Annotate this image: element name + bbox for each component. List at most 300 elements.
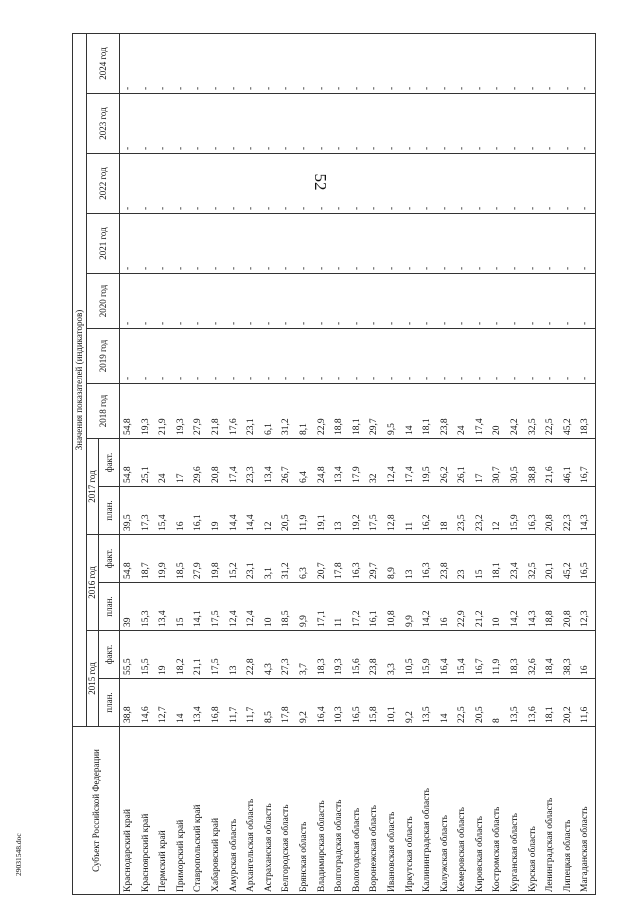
value-cell: 17 xyxy=(173,439,191,487)
value-cell: 19,3 xyxy=(138,384,156,439)
value-cell: - xyxy=(314,329,332,384)
value-cell: 13,4 xyxy=(331,439,349,487)
value-cell: 13,6 xyxy=(525,679,543,727)
value-cell: 16 xyxy=(173,487,191,535)
value-cell: 3,7 xyxy=(296,631,314,679)
value-cell: - xyxy=(261,274,279,329)
value-cell: 10,8 xyxy=(384,583,402,631)
value-cell: - xyxy=(560,94,578,154)
table-row xyxy=(384,34,402,895)
value-cell: - xyxy=(296,94,314,154)
subject-name-cell: Красноярский край xyxy=(138,727,156,895)
value-cell: - xyxy=(472,329,490,384)
subject-name-cell: Курская область xyxy=(525,727,543,895)
value-cell: 38,8 xyxy=(525,439,543,487)
subject-name-cell: Ленинградская область xyxy=(542,727,560,895)
value-cell: 19 xyxy=(208,487,226,535)
value-cell: 3,3 xyxy=(384,631,402,679)
value-cell: 23,1 xyxy=(243,384,261,439)
value-cell: - xyxy=(366,34,384,94)
value-cell: - xyxy=(190,34,208,94)
value-cell: - xyxy=(419,214,437,274)
value-cell: 15,6 xyxy=(349,631,367,679)
value-cell: 12,4 xyxy=(226,583,244,631)
value-cell: 13 xyxy=(331,487,349,535)
value-cell: 24,2 xyxy=(507,384,525,439)
value-cell: 19,8 xyxy=(208,535,226,583)
value-cell: 27,9 xyxy=(190,535,208,583)
value-cell: - xyxy=(314,214,332,274)
value-cell: 14,2 xyxy=(507,583,525,631)
values-header: Значения показателей (индикаторов) xyxy=(73,34,87,727)
value-cell: 17,8 xyxy=(278,679,296,727)
value-cell: 11,7 xyxy=(226,679,244,727)
value-cell: 11,7 xyxy=(243,679,261,727)
value-cell: - xyxy=(402,214,420,274)
value-cell: 31,2 xyxy=(278,384,296,439)
value-cell: 8 xyxy=(489,679,507,727)
value-cell: - xyxy=(349,214,367,274)
subject-name-cell: Амурская область xyxy=(226,727,244,895)
rotated-table-container xyxy=(72,35,632,895)
value-cell: 14,3 xyxy=(525,583,543,631)
value-cell: 17 xyxy=(472,439,490,487)
value-cell: - xyxy=(173,329,191,384)
year-2017-header: 2017 год xyxy=(87,439,99,535)
value-cell: - xyxy=(489,274,507,329)
year-2022-header: 2022 год xyxy=(87,154,120,214)
value-cell: 15,4 xyxy=(155,487,173,535)
value-cell: 3,1 xyxy=(261,535,279,583)
table-row xyxy=(120,34,138,895)
subject-name-cell: Архангельская область xyxy=(243,727,261,895)
value-cell: - xyxy=(489,329,507,384)
value-cell: - xyxy=(577,94,595,154)
value-cell: 23,4 xyxy=(507,535,525,583)
value-cell: 22,5 xyxy=(542,384,560,439)
value-cell: 29,7 xyxy=(366,384,384,439)
table-row xyxy=(243,34,261,895)
value-cell: 38,3 xyxy=(560,631,578,679)
value-cell: 12,7 xyxy=(155,679,173,727)
value-cell: 18,5 xyxy=(173,535,191,583)
value-cell: - xyxy=(419,154,437,214)
value-cell: 22,9 xyxy=(454,583,472,631)
year-2016-header: 2016 год xyxy=(87,535,99,631)
value-cell: 6,1 xyxy=(261,384,279,439)
value-cell: 17,1 xyxy=(314,583,332,631)
value-cell: 9,9 xyxy=(402,583,420,631)
value-cell: 16,3 xyxy=(349,535,367,583)
value-cell: - xyxy=(525,274,543,329)
page-number: 52 xyxy=(311,173,330,191)
value-cell: 45,2 xyxy=(560,384,578,439)
table-row xyxy=(173,34,191,895)
value-cell: - xyxy=(331,214,349,274)
value-cell: 14 xyxy=(402,384,420,439)
value-cell: - xyxy=(577,34,595,94)
value-cell: 13 xyxy=(226,631,244,679)
value-cell: - xyxy=(278,34,296,94)
table-body xyxy=(120,34,596,895)
value-cell: - xyxy=(120,329,138,384)
subject-name-cell: Воронежская область xyxy=(366,727,384,895)
value-cell: 17,9 xyxy=(349,439,367,487)
value-cell: 12,4 xyxy=(243,583,261,631)
value-cell: - xyxy=(138,329,156,384)
value-cell: - xyxy=(489,94,507,154)
value-cell: - xyxy=(173,154,191,214)
value-cell: - xyxy=(314,274,332,329)
value-cell: - xyxy=(384,274,402,329)
value-cell: - xyxy=(226,274,244,329)
value-cell: - xyxy=(278,154,296,214)
value-cell: 54,8 xyxy=(120,384,138,439)
value-cell: 12 xyxy=(261,487,279,535)
value-cell: - xyxy=(384,154,402,214)
value-cell: - xyxy=(208,274,226,329)
value-cell: - xyxy=(454,34,472,94)
value-cell: 13,4 xyxy=(190,679,208,727)
value-cell: 32,5 xyxy=(525,384,543,439)
value-cell: - xyxy=(437,274,455,329)
table-row xyxy=(138,34,156,895)
value-cell: - xyxy=(472,154,490,214)
value-cell: 21,8 xyxy=(208,384,226,439)
value-cell: - xyxy=(560,329,578,384)
table-row xyxy=(525,34,543,895)
table-row xyxy=(296,34,314,895)
value-cell: - xyxy=(278,214,296,274)
value-cell: 13,5 xyxy=(507,679,525,727)
table-row xyxy=(437,34,455,895)
value-cell: 17,6 xyxy=(226,384,244,439)
value-cell: 29,6 xyxy=(190,439,208,487)
value-cell: 20,8 xyxy=(560,583,578,631)
table-row xyxy=(314,34,332,895)
value-cell: 22,5 xyxy=(454,679,472,727)
value-cell: 15,2 xyxy=(226,535,244,583)
value-cell: - xyxy=(577,274,595,329)
value-cell: - xyxy=(243,154,261,214)
subject-name-cell: Белгородская область xyxy=(278,727,296,895)
value-cell: 24,8 xyxy=(314,439,332,487)
table-row xyxy=(507,34,525,895)
subject-name-cell: Иркутская область xyxy=(402,727,420,895)
value-cell: - xyxy=(243,214,261,274)
value-cell: - xyxy=(437,34,455,94)
value-cell: 26,2 xyxy=(437,439,455,487)
value-cell: 22,8 xyxy=(243,631,261,679)
table-row xyxy=(278,34,296,895)
value-cell: - xyxy=(402,274,420,329)
value-cell: - xyxy=(155,94,173,154)
value-cell: - xyxy=(437,329,455,384)
subject-name-cell: Калужская область xyxy=(437,727,455,895)
table-row xyxy=(331,34,349,895)
value-cell: 27,9 xyxy=(190,384,208,439)
value-cell: 11,9 xyxy=(296,487,314,535)
table-row xyxy=(542,34,560,895)
year-2020-header: 2020 год xyxy=(87,274,120,329)
value-cell: 16 xyxy=(577,631,595,679)
value-cell: - xyxy=(208,329,226,384)
value-cell: - xyxy=(402,94,420,154)
value-cell: - xyxy=(349,34,367,94)
value-cell: 15,3 xyxy=(138,583,156,631)
value-cell: - xyxy=(155,154,173,214)
value-cell: - xyxy=(454,154,472,214)
value-cell: 19,3 xyxy=(173,384,191,439)
value-cell: - xyxy=(542,94,560,154)
value-cell: 23,1 xyxy=(243,535,261,583)
table-row xyxy=(155,34,173,895)
value-cell: - xyxy=(402,154,420,214)
value-cell: 18 xyxy=(437,487,455,535)
value-cell: - xyxy=(472,214,490,274)
value-cell: - xyxy=(226,329,244,384)
value-cell: 32 xyxy=(366,439,384,487)
value-cell: 24 xyxy=(155,439,173,487)
indicators-table xyxy=(72,33,596,895)
value-cell: - xyxy=(437,214,455,274)
value-cell: 9,2 xyxy=(296,679,314,727)
table-row xyxy=(454,34,472,895)
value-cell: - xyxy=(296,214,314,274)
value-cell: - xyxy=(226,214,244,274)
value-cell: 10 xyxy=(489,583,507,631)
value-cell: 19,2 xyxy=(349,487,367,535)
value-cell: 15,9 xyxy=(507,487,525,535)
value-cell: 6,3 xyxy=(296,535,314,583)
value-cell: - xyxy=(366,329,384,384)
value-cell: 13 xyxy=(402,535,420,583)
value-cell: - xyxy=(314,154,332,214)
value-cell: - xyxy=(208,94,226,154)
table-row xyxy=(560,34,578,895)
value-cell: 20,5 xyxy=(278,487,296,535)
value-cell: 23,5 xyxy=(454,487,472,535)
value-cell: 18,3 xyxy=(577,384,595,439)
value-cell: 13,5 xyxy=(419,679,437,727)
value-cell: 10,5 xyxy=(402,631,420,679)
value-cell: 11,6 xyxy=(577,679,595,727)
value-cell: - xyxy=(190,329,208,384)
value-cell: 24 xyxy=(454,384,472,439)
value-cell: 18,8 xyxy=(331,384,349,439)
value-cell: - xyxy=(454,274,472,329)
value-cell: 20,2 xyxy=(560,679,578,727)
value-cell: - xyxy=(507,94,525,154)
table-row xyxy=(366,34,384,895)
value-cell: 16,1 xyxy=(190,487,208,535)
value-cell: - xyxy=(419,329,437,384)
subject-name-cell: Магаданская область xyxy=(577,727,595,895)
value-cell: 30,5 xyxy=(507,439,525,487)
table-row xyxy=(402,34,420,895)
subject-name-cell: Астраханская область xyxy=(261,727,279,895)
value-cell: - xyxy=(454,94,472,154)
value-cell: 10,1 xyxy=(384,679,402,727)
value-cell: 18,3 xyxy=(507,631,525,679)
value-cell: 10 xyxy=(261,583,279,631)
table-row xyxy=(349,34,367,895)
value-cell: 26,7 xyxy=(278,439,296,487)
value-cell: - xyxy=(138,94,156,154)
value-cell: - xyxy=(155,274,173,329)
value-cell: 18,1 xyxy=(542,679,560,727)
value-cell: - xyxy=(120,154,138,214)
value-cell: 18,1 xyxy=(349,384,367,439)
value-cell: - xyxy=(437,154,455,214)
value-cell: 23,2 xyxy=(472,487,490,535)
value-cell: 13,4 xyxy=(261,439,279,487)
value-cell: 12,8 xyxy=(384,487,402,535)
value-cell: 14 xyxy=(437,679,455,727)
document-filename: 29031548.doc xyxy=(14,833,23,876)
value-cell: 9,9 xyxy=(296,583,314,631)
value-cell: - xyxy=(208,154,226,214)
value-cell: 21,2 xyxy=(472,583,490,631)
value-cell: - xyxy=(454,214,472,274)
value-cell: - xyxy=(243,329,261,384)
value-cell: 16,4 xyxy=(314,679,332,727)
value-cell: 14 xyxy=(173,679,191,727)
value-cell: - xyxy=(577,154,595,214)
value-cell: - xyxy=(261,94,279,154)
value-cell: 16,8 xyxy=(208,679,226,727)
plan-2016-header: план. xyxy=(99,583,120,631)
value-cell: - xyxy=(138,34,156,94)
value-cell: - xyxy=(261,214,279,274)
value-cell: 27,3 xyxy=(278,631,296,679)
value-cell: 45,2 xyxy=(560,535,578,583)
subject-name-cell: Кемеровская область xyxy=(454,727,472,895)
value-cell: 16,2 xyxy=(419,487,437,535)
value-cell: - xyxy=(349,274,367,329)
value-cell: - xyxy=(296,329,314,384)
value-cell: - xyxy=(243,94,261,154)
subject-name-cell: Приморский край xyxy=(173,727,191,895)
value-cell: - xyxy=(489,154,507,214)
value-cell: - xyxy=(542,329,560,384)
value-cell: - xyxy=(472,94,490,154)
value-cell: 20,8 xyxy=(208,439,226,487)
value-cell: 12,3 xyxy=(577,583,595,631)
value-cell: - xyxy=(138,214,156,274)
value-cell: 39,5 xyxy=(120,487,138,535)
value-cell: 19,9 xyxy=(155,535,173,583)
value-cell: 8,9 xyxy=(384,535,402,583)
fact-2017-header: факт. xyxy=(99,439,120,487)
value-cell: - xyxy=(489,214,507,274)
value-cell: 23,8 xyxy=(437,535,455,583)
value-cell: 26,1 xyxy=(454,439,472,487)
subject-header: Субъект Российской Федерации xyxy=(73,727,120,895)
value-cell: - xyxy=(542,274,560,329)
table-row xyxy=(419,34,437,895)
value-cell: - xyxy=(261,154,279,214)
value-cell: - xyxy=(472,274,490,329)
value-cell: - xyxy=(190,94,208,154)
value-cell: - xyxy=(349,94,367,154)
value-cell: 16,7 xyxy=(472,631,490,679)
value-cell: - xyxy=(261,34,279,94)
value-cell: 17,4 xyxy=(472,384,490,439)
value-cell: 13,4 xyxy=(155,583,173,631)
value-cell: 32,5 xyxy=(525,535,543,583)
value-cell: 12 xyxy=(489,487,507,535)
value-cell: 17,5 xyxy=(208,583,226,631)
value-cell: - xyxy=(525,329,543,384)
value-cell: - xyxy=(190,214,208,274)
value-cell: - xyxy=(278,274,296,329)
value-cell: - xyxy=(507,329,525,384)
value-cell: 14,3 xyxy=(577,487,595,535)
value-cell: 8,1 xyxy=(296,384,314,439)
value-cell: 19,5 xyxy=(419,439,437,487)
value-cell: 19,1 xyxy=(314,487,332,535)
value-cell: 38,8 xyxy=(120,679,138,727)
value-cell: - xyxy=(349,329,367,384)
value-cell: - xyxy=(419,94,437,154)
value-cell: - xyxy=(525,34,543,94)
value-cell: 4,3 xyxy=(261,631,279,679)
value-cell: - xyxy=(331,274,349,329)
value-cell: - xyxy=(208,214,226,274)
table-row xyxy=(190,34,208,895)
value-cell: 17,3 xyxy=(138,487,156,535)
value-cell: 54,8 xyxy=(120,535,138,583)
value-cell: - xyxy=(243,34,261,94)
value-cell: - xyxy=(155,214,173,274)
subject-name-cell: Костромская область xyxy=(489,727,507,895)
value-cell: 17,5 xyxy=(366,487,384,535)
value-cell: 14,4 xyxy=(226,487,244,535)
value-cell: - xyxy=(366,94,384,154)
subject-name-cell: Калининградская область xyxy=(419,727,437,895)
value-cell: 55,5 xyxy=(120,631,138,679)
subject-name-cell: Ставропольский край xyxy=(190,727,208,895)
value-cell: - xyxy=(507,274,525,329)
value-cell: - xyxy=(120,34,138,94)
value-cell: 39 xyxy=(120,583,138,631)
value-cell: - xyxy=(542,34,560,94)
value-cell: 17,4 xyxy=(402,439,420,487)
value-cell: 8,5 xyxy=(261,679,279,727)
value-cell: - xyxy=(419,34,437,94)
value-cell: - xyxy=(507,214,525,274)
value-cell: 6,4 xyxy=(296,439,314,487)
value-cell: 14,4 xyxy=(243,487,261,535)
value-cell: 15,5 xyxy=(138,631,156,679)
value-cell: 16,1 xyxy=(366,583,384,631)
value-cell: - xyxy=(542,214,560,274)
table-row xyxy=(489,34,507,895)
value-cell: 17,5 xyxy=(208,631,226,679)
value-cell: - xyxy=(507,154,525,214)
value-cell: - xyxy=(208,34,226,94)
value-cell: - xyxy=(331,329,349,384)
subject-name-cell: Волгоградская область xyxy=(331,727,349,895)
value-cell: - xyxy=(261,329,279,384)
fact-2016-header: факт. xyxy=(99,535,120,583)
value-cell: - xyxy=(402,329,420,384)
value-cell: 15,4 xyxy=(454,631,472,679)
value-cell: 14,2 xyxy=(419,583,437,631)
value-cell: - xyxy=(472,34,490,94)
value-cell: - xyxy=(278,94,296,154)
